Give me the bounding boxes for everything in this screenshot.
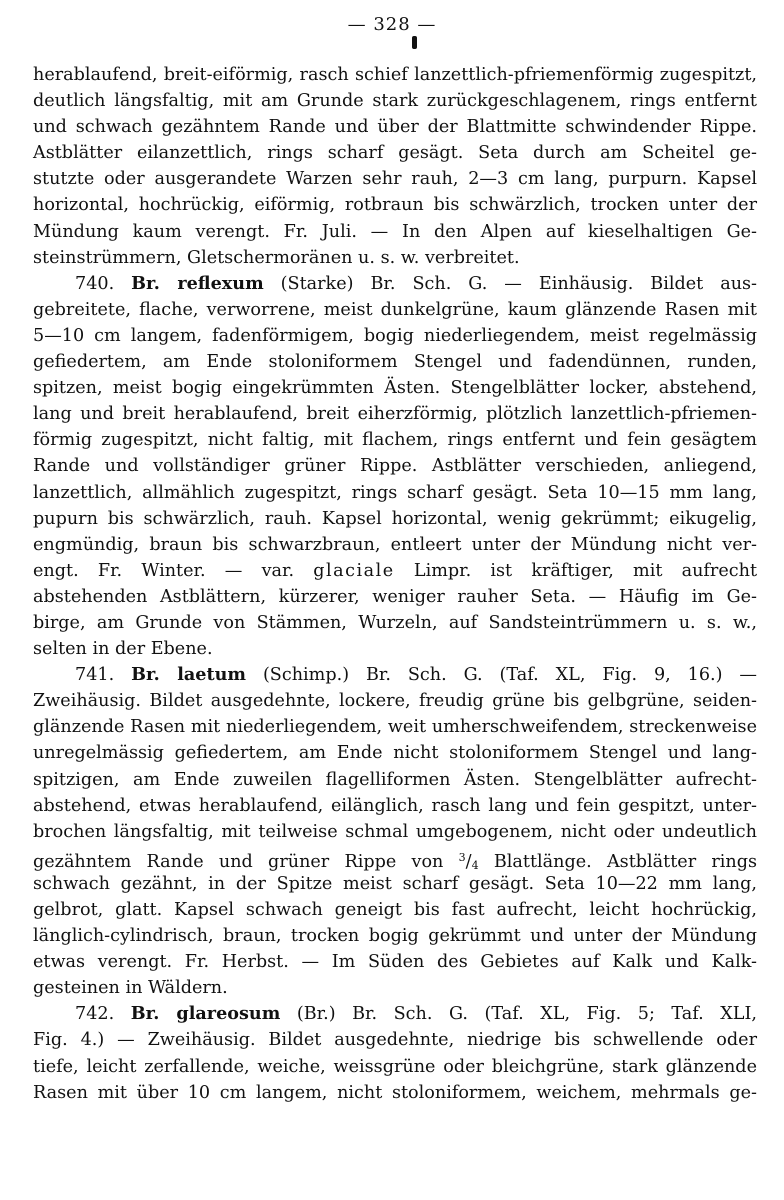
species-name: Br. reflexum: [131, 272, 264, 294]
variety-prefix: engt. Fr. Winter. — var.: [33, 560, 295, 581]
text-line: und schwach gezähntem Rande und über der Blattmitte schwindender Rippe.: [33, 117, 757, 138]
variety-suffix: Limpr. ist kräftiger, mit aufrecht: [413, 560, 758, 581]
fraction-prefix: gezähntem Rande und grüner Rippe von: [33, 851, 444, 872]
text-line: länglich-cylindrisch, braun, trocken bogig gekrümmt und unter der Mündung: [33, 926, 757, 947]
text-line: herablaufend, breit-eiförmig, rasch schief lanzettlich-pfriemenförmig zugespitzt,: [33, 65, 757, 85]
text-line: Rande und vollständiger grüner Rippe. Astblätter verschieden, anliegend,: [33, 456, 757, 477]
species-number: 742.: [75, 1004, 115, 1025]
fraction-numerator: 3: [458, 850, 466, 864]
fraction-denominator: 4: [471, 858, 479, 872]
text-line: gebreitete, flache, verworrene, meist dunkelgrüne, kaum glänzende Rasen mit: [33, 299, 757, 320]
text-line: abstehenden Astblättern, kürzerer, weniger rauher Seta. — Häufig im Ge-: [33, 586, 757, 607]
text-line: glänzende Rasen mit niederliegendem, weit umherschweifendem, streckenweise: [33, 717, 757, 738]
text-line: Mündung kaum verengt. Fr. Juli. — In den Alpen auf kieselhaltigen Ge-: [33, 221, 757, 242]
text-line: schwach gezähnt, in der Spitze meist scharf gesägt. Seta 10—22 mm lang,: [33, 873, 757, 894]
text-line: deutlich längsfaltig, mit am Grunde stark zurückgeschlagenem, rings entfernt: [33, 91, 757, 112]
text-line: pupurn bis schwärzlich, rauh. Kapsel horizontal, wenig gekrümmt; eikugelig,: [33, 508, 757, 529]
text-line: Zweihäusig. Bildet ausgedehnte, lockere, freudig grüne bis gelbgrüne, seiden-: [33, 691, 757, 712]
text-line: engmündig, braun bis schwarzbraun, entleert unter der Mündung nicht ver-: [33, 534, 757, 555]
text-line: lanzettlich, allmählich zugespitzt, rings scharf gesägt. Seta 10—15 mm lang,: [33, 482, 757, 503]
text-line: steinstrümmern, Gletschermoränen u. s. w. verbreitet.: [33, 247, 520, 268]
species-number: 740.: [75, 273, 115, 294]
species-heading-740: [33, 271, 757, 297]
text-line: unregelmässig gefiedertem, am Ende nicht stoloniformem Stengel und lang-: [33, 743, 757, 764]
fraction-suffix: Blattlänge. Astblätter rings: [493, 851, 758, 872]
species-authority: (Br.) Br. Sch. G. (Taf. XL, Fig. 5; Taf. XLI,: [296, 1004, 758, 1025]
text-line: lang und breit herablaufend, breit eiherzförmig, plötzlich lanzettlich-pfriemen-: [33, 404, 757, 425]
text-line: Astblätter eilanzettlich, rings scharf gesägt. Seta durch am Scheitel ge-: [33, 143, 757, 164]
variety-name: glaciale: [313, 560, 395, 581]
species-heading-742: [33, 1001, 757, 1027]
text-line: gelbrot, glatt. Kapsel schwach geneigt bis fast aufrecht, leicht hochrückig,: [33, 900, 757, 920]
fraction-line: gezähntem Rande und grüner Rippe von $^3$/4 Blattlänge. Astblätter rings: [33, 850, 758, 872]
text-line: brochen längsfaltig, mit teilweise schmal umgebogenem, nicht oder undeutlich: [33, 821, 757, 842]
species-authority: (Starke) Br. Sch. G. — Einhäusig. Bildet aus-: [280, 273, 757, 294]
species-name: Br. laetum: [131, 664, 247, 686]
text-line: spitzen, meist bogig eingekrümmten Ästen. Stengelblätter locker, abstehend,: [33, 378, 757, 399]
text-line: selten in der Ebene.: [33, 639, 213, 660]
species-authority: (Schimp.) Br. Sch. G. (Taf. XL, Fig. 9, 16.) —: [262, 665, 758, 686]
species-number: 741.: [75, 665, 115, 686]
text-line: 5—10 cm langem, fadenförmigem, bogig niederliegendem, meist regelmässig: [33, 325, 757, 346]
text-line: etwas verengt. Fr. Herbst. — Im Süden des Gebietes auf Kalk und Kalk-: [33, 952, 757, 973]
text-line: birge, am Grunde von Stämmen, Wurzeln, auf Sandsteintrümmern u. s. w.,: [33, 612, 757, 633]
text-line: gesteinen in Wäldern.: [33, 978, 228, 999]
species-heading-741: [33, 662, 757, 688]
species-name: Br. glareosum: [130, 1003, 281, 1025]
body-text: [33, 62, 757, 1106]
text-line: spitzigen, am Ende zuweilen flagelliformen Ästen. Stengelblätter aufrecht-: [33, 769, 757, 790]
text-line: Fig. 4.) — Zweihäusig. Bildet ausgedehnte, niedrige bis schwellende oder: [33, 1030, 757, 1051]
page-number: — 328 —: [347, 14, 437, 35]
text-line: Rasen mit über 10 cm langem, nicht stoloniformem, weichem, mehrmals ge-: [33, 1082, 757, 1103]
variety-line: [33, 558, 757, 584]
text-line: horizontal, hochrückig, eiförmig, rotbraun bis schwärzlich, trocken unter der: [33, 195, 757, 216]
text-line: förmig zugespitzt, nicht faltig, mit flachem, rings entfernt und fein gesägtem: [33, 430, 757, 451]
text-line: tiefe, leicht zerfallende, weiche, weissgrüne oder bleichgrüne, stark glänzende: [33, 1056, 757, 1077]
text-line: gefiedertem, am Ende stoloniformem Stengel und fadendünnen, runden,: [33, 352, 757, 373]
text-line: abstehend, etwas herablaufend, eilänglich, rasch lang und fein gespitzt, unter-: [33, 795, 757, 816]
ink-blot: [412, 36, 417, 49]
text-line: stutzte oder ausgerandete Warzen sehr rauh, 2—3 cm lang, purpurn. Kapsel: [33, 169, 757, 190]
